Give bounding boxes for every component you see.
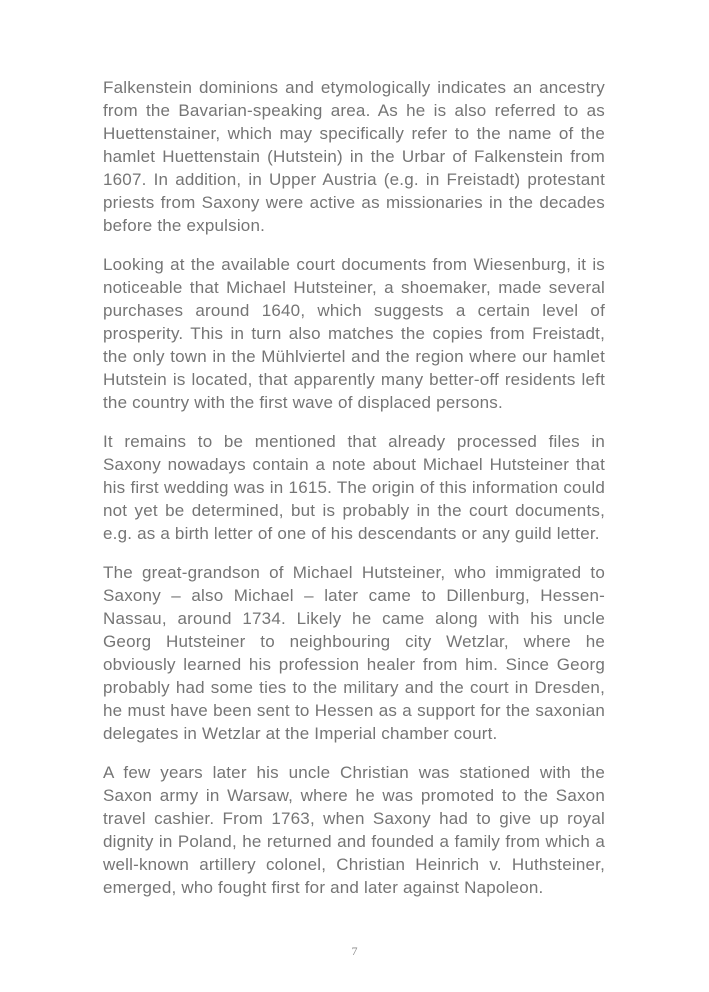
paragraph: A few years later his uncle Christian was stationed with the Saxon army in Warsaw, where he was promoted to the Saxon travel cashier. From 1763, when Saxony had to give up royal dignity in Poland, he returned and founded a family from which a well-known artillery colonel, Christian Heinrich v. Huthsteiner, emerged, who fought first for and later against Napoleon. [103, 763, 605, 897]
paragraph: It remains to be mentioned that already processed files in Saxony nowadays contain a note about Michael Hutsteiner that his first wedding was in 1615. The origin of this information could not yet be determined, but is probably in the court documents, e.g. as a birth letter of one of his descendants or any guild letter. [103, 432, 605, 543]
page-number: 7 [351, 944, 358, 958]
paragraph: The great-grandson of Michael Hutsteiner, who immigrated to Saxony – also Michael – later came to Dillenburg, Hessen-Nassau, around 1734. Likely he came along with his uncle Georg Hutsteiner to neighbouring city Wetzlar, where he obviously learned his profession healer from him. Since Georg probably had some ties to the military and the court in Dresden, he must have been sent to Hessen as a support for the saxonian delegates in Wetzlar at the Imperial chamber court. [103, 563, 605, 743]
paragraph: Looking at the available court documents from Wiesenburg, it is noticeable that Michael Hutsteiner, a shoemaker, made several purchases around 1640, which suggests a certain level of prosperity. This in turn also matches the copies from Freistadt, the only town in the Mühlviertel and the region where our hamlet Hutstein is located, that apparently many better-off residents left the country with the first wave of displaced persons. [103, 255, 605, 412]
paragraph: Falkenstein dominions and etymologically indicates an ancestry from the Bavarian-speaking area. As he is also referred to as Huettenstainer, which may specifically refer to the name of the hamlet Huettenstain (Hutstein) in the Urbar of Falkenstein from 1607. In addition, in Upper Austria (e.g. in Freistadt) protestant priests from Saxony were active as missionaries in the decades before the expulsion. [103, 78, 605, 235]
